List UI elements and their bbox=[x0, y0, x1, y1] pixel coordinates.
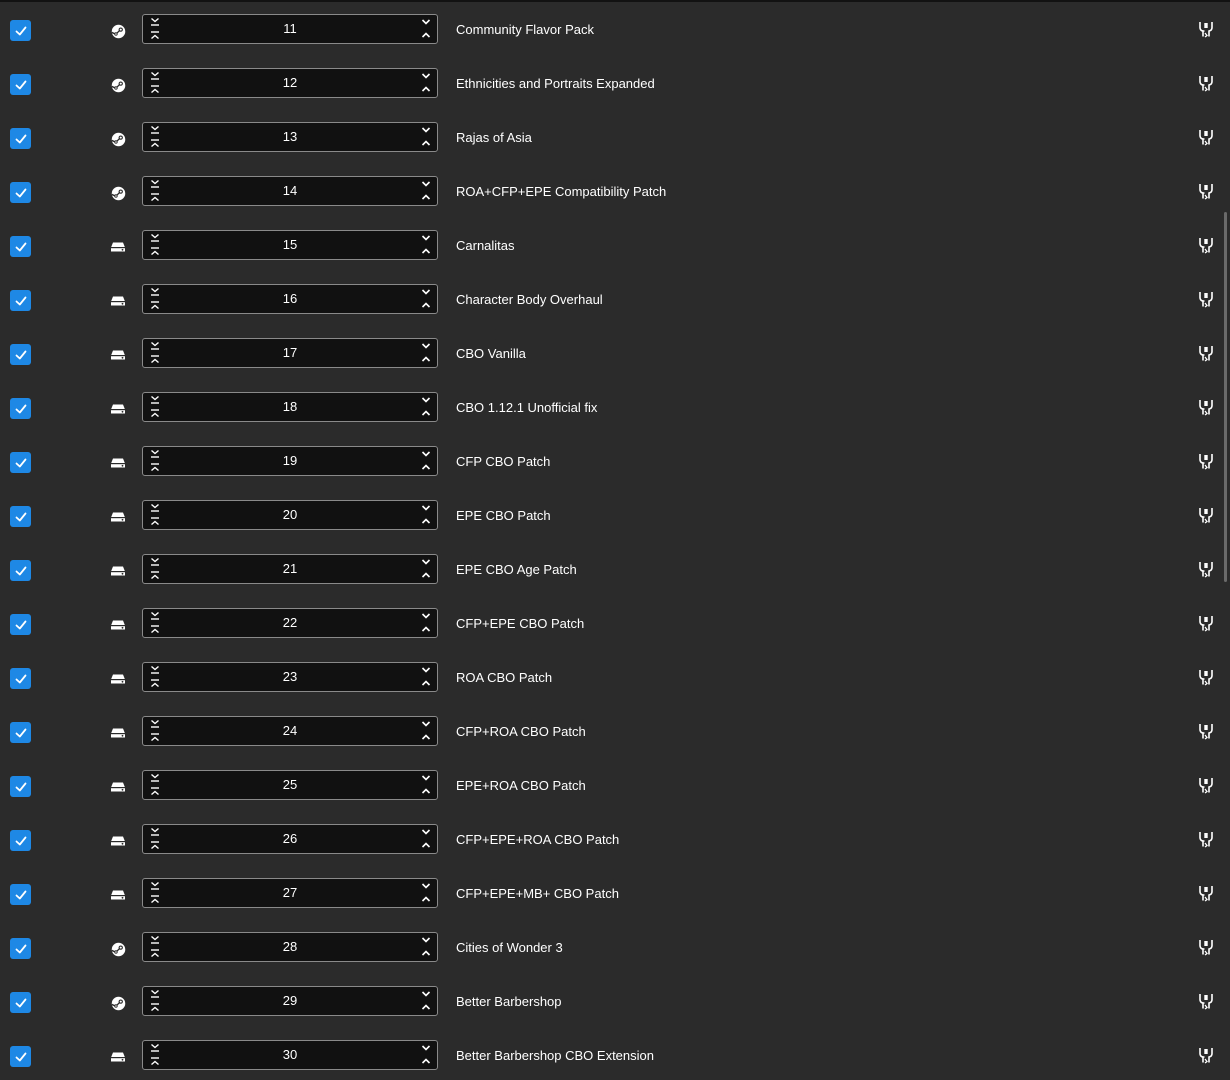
mod-row bbox=[0, 822, 1222, 876]
local-drive-icon bbox=[110, 563, 126, 579]
mod-name: ROA+CFP+EPE Compatibility Patch bbox=[456, 184, 667, 199]
move-to-top-button[interactable] bbox=[148, 569, 162, 581]
mod-name: EPE CBO Patch bbox=[456, 508, 551, 523]
move-to-bottom-button[interactable] bbox=[148, 664, 162, 676]
load-order-value[interactable]: 13 bbox=[282, 129, 298, 144]
order-step-up-button[interactable] bbox=[419, 1055, 433, 1067]
move-to-bottom-button[interactable] bbox=[148, 988, 162, 1000]
order-step-down-button[interactable] bbox=[419, 232, 433, 244]
order-step-down-button[interactable] bbox=[419, 286, 433, 298]
checkmark-icon bbox=[14, 888, 28, 902]
mod-row bbox=[0, 498, 1222, 552]
order-step-up-button[interactable] bbox=[419, 245, 433, 257]
order-step-up-button[interactable] bbox=[419, 407, 433, 419]
order-step-up-button[interactable] bbox=[419, 1001, 433, 1013]
local-drive-icon bbox=[110, 509, 126, 525]
move-to-bottom-button[interactable] bbox=[148, 772, 162, 784]
order-step-up-button[interactable] bbox=[419, 947, 433, 959]
move-to-top-button[interactable] bbox=[148, 137, 162, 149]
local-drive-icon bbox=[110, 239, 126, 255]
order-step-up-button[interactable] bbox=[419, 191, 433, 203]
order-step-down-button[interactable] bbox=[419, 502, 433, 514]
order-step-down-button[interactable] bbox=[419, 16, 433, 28]
move-to-top-button[interactable] bbox=[148, 947, 162, 959]
mod-details-icon[interactable] bbox=[1197, 885, 1214, 902]
load-order-field[interactable] bbox=[142, 122, 438, 152]
load-order-value[interactable]: 19 bbox=[282, 453, 298, 468]
mod-name: CFP+EPE CBO Patch bbox=[456, 616, 585, 631]
checkmark-icon bbox=[14, 456, 28, 470]
move-to-top-button[interactable] bbox=[148, 461, 162, 473]
move-to-top-button[interactable] bbox=[148, 245, 162, 257]
mod-enabled-checkbox[interactable] bbox=[10, 290, 31, 311]
move-to-bottom-button[interactable] bbox=[148, 178, 162, 190]
mod-details-icon[interactable] bbox=[1197, 399, 1214, 416]
mod-details-icon[interactable] bbox=[1197, 777, 1214, 794]
scrollbar[interactable] bbox=[1222, 2, 1230, 1080]
mod-enabled-checkbox[interactable] bbox=[10, 668, 31, 689]
order-step-up-button[interactable] bbox=[419, 137, 433, 149]
order-step-up-button[interactable] bbox=[419, 839, 433, 851]
load-order-value[interactable]: 18 bbox=[282, 399, 298, 414]
load-order-field[interactable] bbox=[142, 14, 438, 44]
move-to-top-button[interactable] bbox=[148, 839, 162, 851]
mod-name: CFP+EPE+MB+ CBO Patch bbox=[456, 886, 619, 901]
mod-row bbox=[0, 12, 1222, 66]
load-order-value[interactable]: 17 bbox=[282, 345, 298, 360]
load-order-value[interactable]: 22 bbox=[282, 615, 298, 630]
mod-row bbox=[0, 876, 1222, 930]
order-step-up-button[interactable] bbox=[419, 677, 433, 689]
local-drive-icon bbox=[110, 887, 126, 903]
load-order-value[interactable]: 26 bbox=[282, 831, 298, 846]
mod-details-icon[interactable] bbox=[1197, 129, 1214, 146]
order-step-up-button[interactable] bbox=[419, 83, 433, 95]
load-order-field[interactable] bbox=[142, 392, 438, 422]
move-to-top-button[interactable] bbox=[148, 191, 162, 203]
mod-name: CFP+EPE+ROA CBO Patch bbox=[456, 832, 620, 847]
steam-icon bbox=[110, 941, 126, 957]
load-order-field[interactable] bbox=[142, 716, 438, 746]
local-drive-icon bbox=[110, 1049, 126, 1065]
load-order-field[interactable] bbox=[142, 284, 438, 314]
move-to-top-button[interactable] bbox=[148, 1001, 162, 1013]
mod-enabled-checkbox[interactable] bbox=[10, 884, 31, 905]
checkmark-icon bbox=[14, 618, 28, 632]
order-step-down-button[interactable] bbox=[419, 610, 433, 622]
mod-enabled-checkbox[interactable] bbox=[10, 20, 31, 41]
mod-enabled-checkbox[interactable] bbox=[10, 344, 31, 365]
load-order-field[interactable] bbox=[142, 986, 438, 1016]
mod-row bbox=[0, 552, 1222, 606]
checkmark-icon bbox=[14, 186, 28, 200]
steam-icon bbox=[110, 995, 126, 1011]
move-to-top-button[interactable] bbox=[148, 731, 162, 743]
mod-name: ROA CBO Patch bbox=[456, 670, 553, 685]
mod-row bbox=[0, 660, 1222, 714]
order-step-up-button[interactable] bbox=[419, 623, 433, 635]
move-to-top-button[interactable] bbox=[148, 677, 162, 689]
move-to-top-button[interactable] bbox=[148, 29, 162, 41]
mod-name: Better Barbershop bbox=[456, 994, 562, 1009]
checkmark-icon bbox=[14, 402, 28, 416]
checkmark-icon bbox=[14, 564, 28, 578]
move-to-top-button[interactable] bbox=[148, 407, 162, 419]
steam-icon bbox=[110, 185, 126, 201]
mod-enabled-checkbox[interactable] bbox=[10, 614, 31, 635]
load-order-value[interactable]: 20 bbox=[282, 507, 298, 522]
move-to-bottom-button[interactable] bbox=[148, 556, 162, 568]
checkmark-icon bbox=[14, 78, 28, 92]
order-step-up-button[interactable] bbox=[419, 353, 433, 365]
mod-row bbox=[0, 120, 1222, 174]
order-step-down-button[interactable] bbox=[419, 664, 433, 676]
mod-row bbox=[0, 390, 1222, 444]
move-to-bottom-button[interactable] bbox=[148, 124, 162, 136]
order-step-down-button[interactable] bbox=[419, 988, 433, 1000]
mod-name: Ethnicities and Portraits Expanded bbox=[456, 76, 655, 91]
mod-enabled-checkbox[interactable] bbox=[10, 182, 31, 203]
local-drive-icon bbox=[110, 833, 126, 849]
load-order-value[interactable]: 29 bbox=[282, 993, 298, 1008]
order-step-down-button[interactable] bbox=[419, 124, 433, 136]
checkmark-icon bbox=[14, 1050, 28, 1064]
order-step-down-button[interactable] bbox=[419, 178, 433, 190]
mod-name: Rajas of Asia bbox=[456, 130, 532, 145]
move-to-bottom-button[interactable] bbox=[148, 718, 162, 730]
load-order-value[interactable]: 21 bbox=[282, 561, 298, 576]
local-drive-icon bbox=[110, 455, 126, 471]
move-to-top-button[interactable] bbox=[148, 299, 162, 311]
mod-row bbox=[0, 606, 1222, 660]
mod-name: CBO 1.12.1 Unofficial fix bbox=[456, 400, 598, 415]
mod-details-icon[interactable] bbox=[1197, 507, 1214, 524]
local-drive-icon bbox=[110, 779, 126, 795]
mod-row bbox=[0, 174, 1222, 228]
order-step-up-button[interactable] bbox=[419, 299, 433, 311]
checkmark-icon bbox=[14, 510, 28, 524]
load-order-value[interactable]: 16 bbox=[282, 291, 298, 306]
mod-row bbox=[0, 714, 1222, 768]
checkmark-icon bbox=[14, 240, 28, 254]
move-to-bottom-button[interactable] bbox=[148, 610, 162, 622]
order-step-down-button[interactable] bbox=[419, 556, 433, 568]
move-to-bottom-button[interactable] bbox=[148, 826, 162, 838]
mod-details-icon[interactable] bbox=[1197, 237, 1214, 254]
move-to-top-button[interactable] bbox=[148, 1055, 162, 1067]
mod-enabled-checkbox[interactable] bbox=[10, 830, 31, 851]
order-step-up-button[interactable] bbox=[419, 731, 433, 743]
mod-row bbox=[0, 768, 1222, 822]
move-to-bottom-button[interactable] bbox=[148, 394, 162, 406]
mod-row bbox=[0, 336, 1222, 390]
load-order-field[interactable] bbox=[142, 878, 438, 908]
load-order-field[interactable] bbox=[142, 554, 438, 584]
move-to-top-button[interactable] bbox=[148, 785, 162, 797]
order-step-down-button[interactable] bbox=[419, 826, 433, 838]
mod-details-icon[interactable] bbox=[1197, 615, 1214, 632]
mod-list bbox=[0, 2, 1222, 1080]
order-step-down-button[interactable] bbox=[419, 934, 433, 946]
move-to-top-button[interactable] bbox=[148, 515, 162, 527]
order-step-down-button[interactable] bbox=[419, 772, 433, 784]
mod-enabled-checkbox[interactable] bbox=[10, 398, 31, 419]
mod-name: CBO Vanilla bbox=[456, 346, 526, 361]
order-step-down-button[interactable] bbox=[419, 880, 433, 892]
order-step-up-button[interactable] bbox=[419, 569, 433, 581]
load-order-field[interactable] bbox=[142, 662, 438, 692]
move-to-bottom-button[interactable] bbox=[148, 16, 162, 28]
load-order-value[interactable]: 12 bbox=[282, 75, 298, 90]
order-step-down-button[interactable] bbox=[419, 340, 433, 352]
load-order-field[interactable] bbox=[142, 932, 438, 962]
checkmark-icon bbox=[14, 780, 28, 794]
load-order-field[interactable] bbox=[142, 338, 438, 368]
load-order-value[interactable]: 30 bbox=[282, 1047, 298, 1062]
mod-name: Character Body Overhaul bbox=[456, 292, 603, 307]
mod-row bbox=[0, 444, 1222, 498]
order-step-down-button[interactable] bbox=[419, 70, 433, 82]
order-step-up-button[interactable] bbox=[419, 785, 433, 797]
checkmark-icon bbox=[14, 348, 28, 362]
checkmark-icon bbox=[14, 294, 28, 308]
mod-details-icon[interactable] bbox=[1197, 21, 1214, 38]
mod-name: Better Barbershop CBO Extension bbox=[456, 1048, 654, 1063]
mod-details-icon[interactable] bbox=[1197, 831, 1214, 848]
local-drive-icon bbox=[110, 671, 126, 687]
load-order-field[interactable] bbox=[142, 446, 438, 476]
mod-name: Community Flavor Pack bbox=[456, 22, 594, 37]
move-to-bottom-button[interactable] bbox=[148, 934, 162, 946]
load-order-field[interactable] bbox=[142, 500, 438, 530]
load-order-value[interactable]: 24 bbox=[282, 723, 298, 738]
mod-details-icon[interactable] bbox=[1197, 453, 1214, 470]
load-order-field[interactable] bbox=[142, 1040, 438, 1070]
mod-details-icon[interactable] bbox=[1197, 561, 1214, 578]
mod-enabled-checkbox[interactable] bbox=[10, 74, 31, 95]
move-to-bottom-button[interactable] bbox=[148, 340, 162, 352]
mod-name: Cities of Wonder 3 bbox=[456, 940, 563, 955]
local-drive-icon bbox=[110, 725, 126, 741]
checkmark-icon bbox=[14, 996, 28, 1010]
load-order-value[interactable]: 25 bbox=[282, 777, 298, 792]
mod-name: EPE CBO Age Patch bbox=[456, 562, 577, 577]
move-to-top-button[interactable] bbox=[148, 893, 162, 905]
move-to-top-button[interactable] bbox=[148, 623, 162, 635]
load-order-field[interactable] bbox=[142, 824, 438, 854]
scrollbar-thumb[interactable] bbox=[1224, 212, 1227, 582]
steam-icon bbox=[110, 131, 126, 147]
checkmark-icon bbox=[14, 942, 28, 956]
checkmark-icon bbox=[14, 24, 28, 38]
checkmark-icon bbox=[14, 672, 28, 686]
mod-row bbox=[0, 66, 1222, 120]
load-order-value[interactable]: 27 bbox=[282, 885, 298, 900]
move-to-bottom-button[interactable] bbox=[148, 880, 162, 892]
checkmark-icon bbox=[14, 726, 28, 740]
order-step-up-button[interactable] bbox=[419, 893, 433, 905]
mod-details-icon[interactable] bbox=[1197, 1047, 1214, 1064]
checkmark-icon bbox=[14, 834, 28, 848]
mod-row bbox=[0, 1038, 1222, 1080]
mod-enabled-checkbox[interactable] bbox=[10, 128, 31, 149]
mod-row bbox=[0, 228, 1222, 282]
mod-name: CFP+ROA CBO Patch bbox=[456, 724, 586, 739]
mod-enabled-checkbox[interactable] bbox=[10, 722, 31, 743]
mod-enabled-checkbox[interactable] bbox=[10, 1046, 31, 1067]
load-order-field[interactable] bbox=[142, 608, 438, 638]
load-order-value[interactable]: 11 bbox=[283, 21, 297, 36]
mod-enabled-checkbox[interactable] bbox=[10, 992, 31, 1013]
mod-details-icon[interactable] bbox=[1197, 939, 1214, 956]
move-to-bottom-button[interactable] bbox=[148, 448, 162, 460]
mod-details-icon[interactable] bbox=[1197, 291, 1214, 308]
mod-enabled-checkbox[interactable] bbox=[10, 776, 31, 797]
local-drive-icon bbox=[110, 347, 126, 363]
steam-icon bbox=[110, 77, 126, 93]
move-to-bottom-button[interactable] bbox=[148, 1042, 162, 1054]
mod-details-icon[interactable] bbox=[1197, 75, 1214, 92]
load-order-field[interactable] bbox=[142, 176, 438, 206]
mod-details-icon[interactable] bbox=[1197, 345, 1214, 362]
mod-enabled-checkbox[interactable] bbox=[10, 938, 31, 959]
order-step-up-button[interactable] bbox=[419, 515, 433, 527]
mod-details-icon[interactable] bbox=[1197, 183, 1214, 200]
order-step-down-button[interactable] bbox=[419, 448, 433, 460]
mod-name: Carnalitas bbox=[456, 238, 515, 253]
mod-row bbox=[0, 930, 1222, 984]
load-order-field[interactable] bbox=[142, 68, 438, 98]
load-order-value[interactable]: 28 bbox=[282, 939, 298, 954]
order-step-down-button[interactable] bbox=[419, 1042, 433, 1054]
move-to-top-button[interactable] bbox=[148, 353, 162, 365]
move-to-bottom-button[interactable] bbox=[148, 286, 162, 298]
load-order-field[interactable] bbox=[142, 230, 438, 260]
checkmark-icon bbox=[14, 132, 28, 146]
steam-icon bbox=[110, 23, 126, 39]
load-order-value[interactable]: 15 bbox=[282, 237, 298, 252]
mod-name: EPE+ROA CBO Patch bbox=[456, 778, 586, 793]
mod-enabled-checkbox[interactable] bbox=[10, 560, 31, 581]
move-to-bottom-button[interactable] bbox=[148, 502, 162, 514]
move-to-bottom-button[interactable] bbox=[148, 232, 162, 244]
order-step-up-button[interactable] bbox=[419, 461, 433, 473]
mod-name: CFP CBO Patch bbox=[456, 454, 551, 469]
mod-details-icon[interactable] bbox=[1197, 993, 1214, 1010]
mod-enabled-checkbox[interactable] bbox=[10, 452, 31, 473]
mod-row bbox=[0, 282, 1222, 336]
load-order-value[interactable]: 14 bbox=[282, 183, 298, 198]
load-order-value[interactable]: 23 bbox=[282, 669, 298, 684]
local-drive-icon bbox=[110, 617, 126, 633]
mod-details-icon[interactable] bbox=[1197, 669, 1214, 686]
mod-details-icon[interactable] bbox=[1197, 723, 1214, 740]
order-step-down-button[interactable] bbox=[419, 718, 433, 730]
mod-row bbox=[0, 984, 1222, 1038]
local-drive-icon bbox=[110, 293, 126, 309]
load-order-field[interactable] bbox=[142, 770, 438, 800]
local-drive-icon bbox=[110, 401, 126, 417]
mod-enabled-checkbox[interactable] bbox=[10, 236, 31, 257]
order-step-down-button[interactable] bbox=[419, 394, 433, 406]
mod-enabled-checkbox[interactable] bbox=[10, 506, 31, 527]
order-step-up-button[interactable] bbox=[419, 29, 433, 41]
move-to-top-button[interactable] bbox=[148, 83, 162, 95]
move-to-bottom-button[interactable] bbox=[148, 70, 162, 82]
